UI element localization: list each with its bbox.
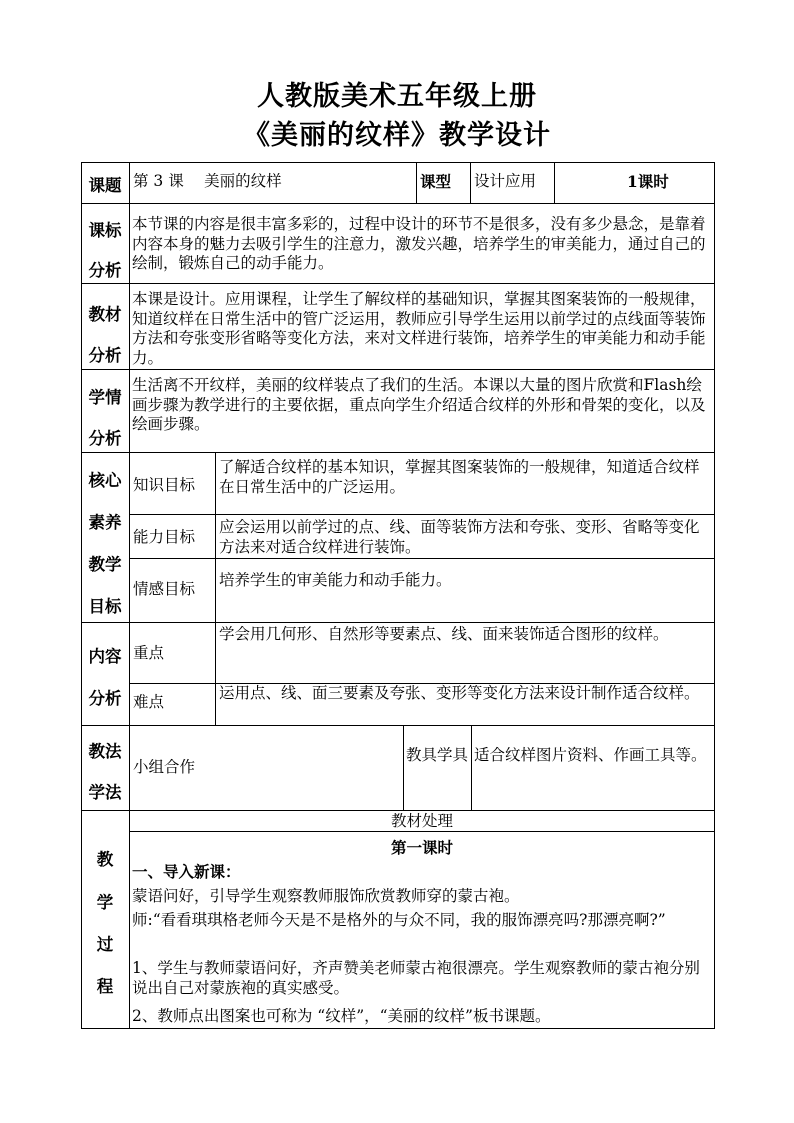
row-divider — [129, 558, 715, 559]
label-lesson-type: 课型 — [420, 172, 452, 191]
key-point-label: 重点 — [133, 644, 165, 662]
row-divider — [81, 369, 715, 370]
goal-ability-label: 能力目标 — [133, 528, 196, 546]
column-divider — [554, 162, 555, 203]
column-divider — [470, 162, 471, 203]
table-border-right — [714, 162, 715, 1029]
tools-value: 适合纹样图片资料、作画工具等。 — [474, 746, 707, 764]
table-border-top — [81, 162, 715, 163]
row-divider — [81, 203, 715, 204]
document-subtitle: 《美丽的纹样》教学设计 — [243, 120, 551, 151]
tools-label: 教具学具 — [406, 746, 469, 764]
goal-emotion-text: 培养学生的审美能力和动手能力。 — [219, 571, 452, 589]
label-curriculum-1: 课标 — [88, 221, 122, 240]
lesson-type-value: 设计应用 — [474, 172, 537, 190]
textbook-analysis-text: 本课是设计。应用课程，让学生了解纹样的基础知识，掌握其图案装饰的一般规律，知道纹样在日常生活中的管广泛运用，教师应引导学生运用以前学过的点线面等装饰方法和夸张变形省略等变化方法，来对文样进行装饰，培养学生的审美能力和动手能力。 — [132, 290, 706, 367]
difficulty-text: 运用点、线、面三要素及夸张、变形等变化方法来设计制作适合纹样。 — [219, 684, 700, 702]
label-process-4: 程 — [96, 977, 114, 996]
lesson-hours: 1课时 — [627, 172, 669, 191]
section-title: 一、导入新课： — [132, 862, 241, 881]
row-divider — [81, 810, 715, 811]
column-divider — [416, 162, 417, 203]
process-line: 2、教师点出图案也可称为 “纹样”，“美丽的纹样”板书课题。 — [132, 1007, 551, 1025]
session-title: 第一课时 — [390, 838, 453, 857]
goal-knowledge-text: 了解适合纹样的基本知识，掌握其图案装饰的一般规律，知道适合纹样在日常生活中的广泛运用。 — [219, 458, 700, 496]
label-process-3: 过 — [96, 935, 114, 954]
label-goals-3: 教学 — [88, 555, 122, 574]
row-divider — [81, 283, 715, 284]
label-goals-1: 核心 — [88, 471, 122, 490]
row-divider — [81, 452, 715, 453]
process-heading: 教材处理 — [390, 812, 453, 830]
label-goals-2: 素养 — [88, 513, 122, 532]
curriculum-analysis-text: 本节课的内容是很丰富多彩的，过程中设计的环节不是很多，没有多少悬念，是靠着内容本身的魅力去吸引学生的注意力，激发兴趣，培养学生的审美能力，通过自己的绘制，锻炼自己的动手能力。 — [132, 215, 706, 272]
difficulty-label: 难点 — [133, 693, 165, 711]
goal-ability-text: 应会运用以前学过的点、线、面等装饰方法和夸张、变形、省略等变化方法来对适合纹样进行装饰。 — [219, 518, 700, 556]
student-analysis-text: 生活离不开纹样，美丽的纹样装点了我们的生活。本课以大量的图片欣赏和Flash绘画步骤为教学进行的主要依据，重点向学生介绍适合纹样的外形和骨架的变化，以及绘画步骤。 — [132, 376, 706, 433]
row-divider — [81, 725, 715, 726]
table-border-bottom — [81, 1028, 715, 1029]
document-title: 人教版美术五年级上册 — [257, 81, 537, 112]
column-divider — [129, 162, 130, 1029]
row-divider — [129, 514, 715, 515]
column-divider — [215, 622, 216, 725]
label-students-2: 分析 — [88, 429, 122, 448]
label-content-2: 分析 — [88, 689, 122, 708]
goal-knowledge-label: 知识目标 — [133, 476, 196, 494]
column-divider — [471, 725, 472, 810]
label-curriculum-2: 分析 — [88, 261, 122, 280]
label-methods-1: 教法 — [88, 742, 122, 761]
process-line: 蒙语问好，引导学生观察教师服饰欣赏教师穿的蒙古袍。 — [132, 887, 520, 905]
lesson-plan-table — [81, 162, 715, 1029]
process-line: 1、学生与教师蒙语问好，齐声赞美老师蒙古袍很漂亮。学生观察教师的蒙古袍分别说出自己对蒙族袍的真实感受。 — [132, 959, 700, 997]
label-textbook-2: 分析 — [88, 346, 122, 365]
label-process-1: 教 — [96, 850, 114, 869]
row-divider — [81, 622, 715, 623]
process-line: 师:“看看琪琪格老师今天是不是格外的与众不同，我的服饰漂亮吗?那漂亮啊?” — [132, 911, 666, 929]
label-textbook-1: 教材 — [88, 305, 122, 324]
label-topic: 课题 — [88, 176, 122, 195]
label-goals-4: 目标 — [88, 597, 122, 616]
label-process-2: 学 — [96, 893, 114, 912]
column-divider — [215, 452, 216, 625]
column-divider — [403, 725, 404, 810]
goal-emotion-label: 情感目标 — [133, 580, 196, 598]
label-students-1: 学情 — [88, 388, 122, 407]
key-point-text: 学会用几何形、自然形等要素点、线、面来装饰适合图形的纹样。 — [219, 625, 669, 643]
label-content-1: 内容 — [88, 647, 122, 666]
label-methods-2: 学法 — [88, 783, 122, 802]
lesson-name: 第 3 课 美丽的纹样 — [133, 172, 282, 190]
teaching-method-value: 小组合作 — [133, 758, 196, 776]
